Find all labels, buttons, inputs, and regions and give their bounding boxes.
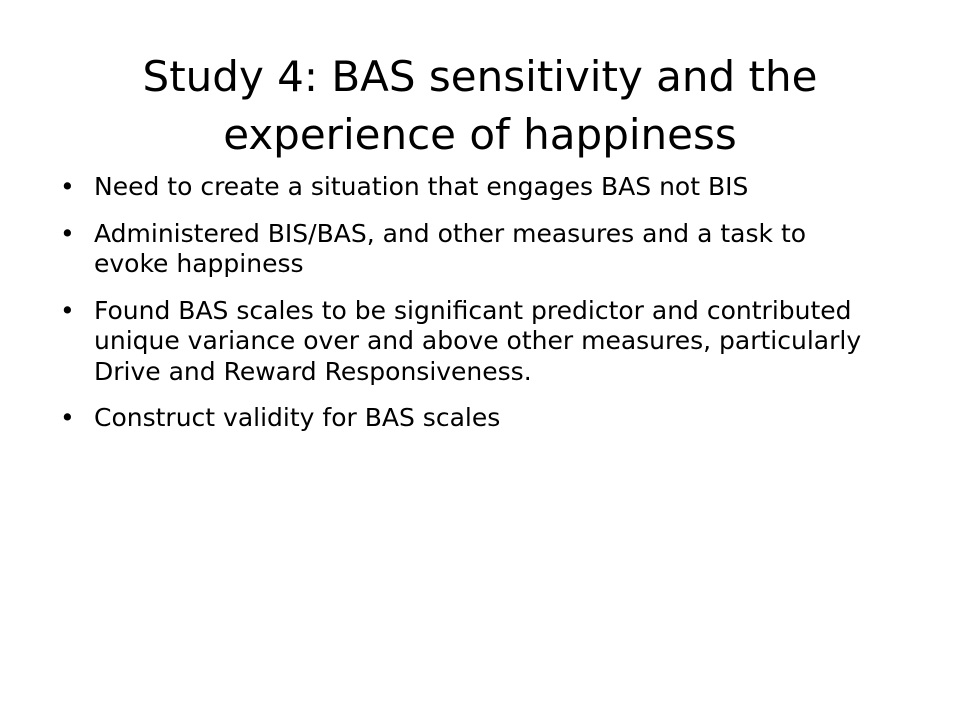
bullet-dot-icon: •	[60, 172, 75, 201]
bullet-item	[56, 219, 876, 280]
bullet-list	[56, 172, 876, 450]
bullet-text: Construct validity for BAS scales	[94, 403, 501, 432]
bullet-dot-icon: •	[60, 403, 75, 432]
bullet-item	[56, 172, 876, 203]
bullet-text: Found BAS scales to be significant predictor and contributed unique variance over and above other measures, particularly Drive and Reward Responsiveness.	[94, 295, 862, 386]
bullet-item	[56, 403, 876, 434]
bullet-text: Need to create a situation that engages BAS not BIS	[94, 172, 749, 201]
bullet-dot-icon: •	[60, 295, 75, 325]
bullet-text: Administered BIS/BAS, and other measures and a task to evoke happiness	[94, 218, 807, 278]
slide-title: Study 4: BAS sensitivity and the experience of happiness	[142, 52, 818, 159]
bullet-dot-icon: •	[60, 218, 75, 248]
bullet-item	[56, 296, 876, 388]
